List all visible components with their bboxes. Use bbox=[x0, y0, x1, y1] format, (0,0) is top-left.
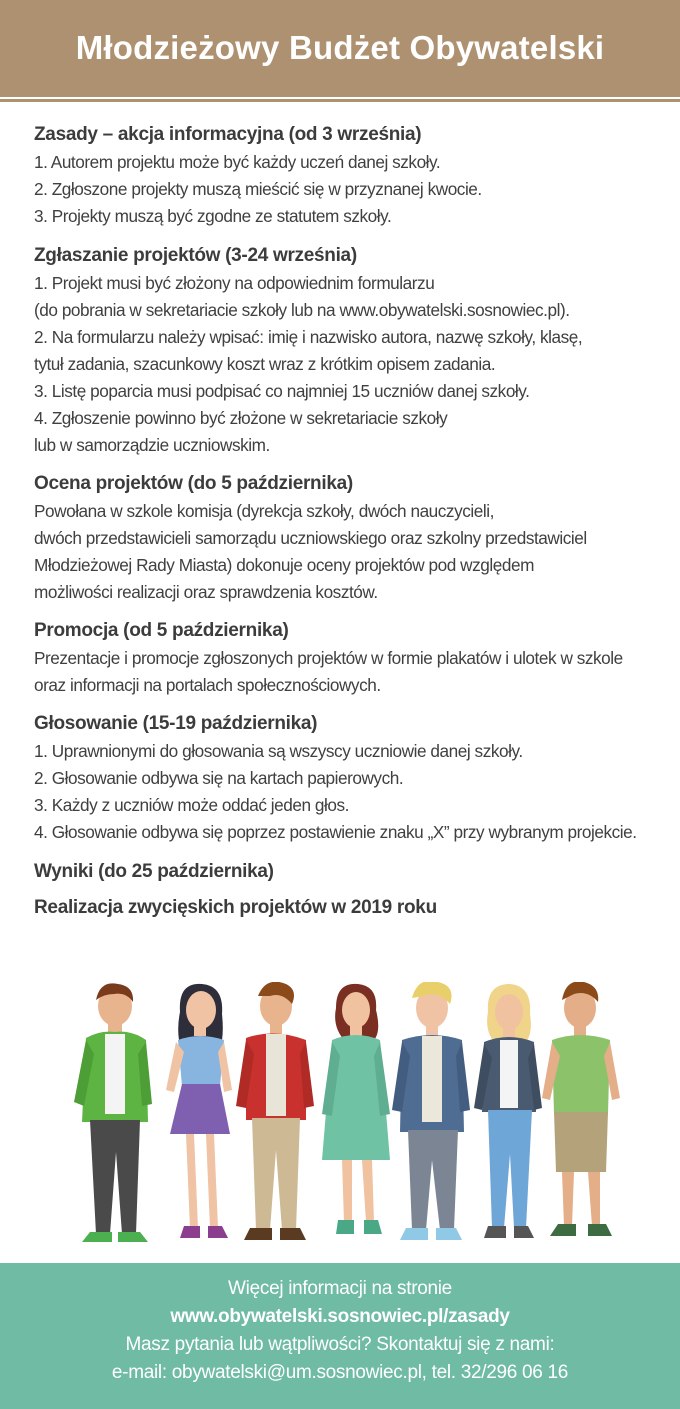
section-heading: Zasady – akcja informacyjna (od 3 września) bbox=[34, 124, 422, 145]
person-girl-teal-coat bbox=[322, 984, 390, 1234]
person-girl-purple-skirt bbox=[166, 984, 232, 1238]
person-boy-green-tshirt bbox=[542, 982, 620, 1236]
section-glosowanie bbox=[34, 710, 664, 846]
person-boy-red-jacket bbox=[236, 982, 314, 1240]
section-line: 3. Projekty muszą być zgodne ze statutem szkoły. bbox=[34, 206, 392, 226]
footer-info-text: Więcej informacji na stronie bbox=[228, 1278, 452, 1299]
section-line: oraz informacji na portalach społecznościowych. bbox=[34, 675, 381, 695]
section-line: 3. Listę poparcia musi podpisać co najmniej 15 uczniów danej szkoły. bbox=[34, 381, 530, 401]
header-banner bbox=[0, 0, 680, 97]
section-line: Młodzieżowej Rady Miasta) dokonuje oceny projektów pod względem bbox=[34, 555, 534, 575]
section-line: 1. Projekt musi być złożony na odpowiednim formularzu bbox=[34, 273, 435, 293]
person-boy-green-jacket bbox=[74, 983, 152, 1242]
section-line: (do pobrania w sekretariacie szkoły lub na www.obywatelski.sosnowiec.pl). bbox=[34, 300, 570, 320]
section-ocena bbox=[34, 470, 664, 606]
contact-footer bbox=[0, 1263, 680, 1409]
section-heading: Wyniki (do 25 października) bbox=[34, 861, 274, 882]
section-line: 2. Głosowanie odbywa się na kartach papierowych. bbox=[34, 768, 404, 788]
section-heading: Ocena projektów (do 5 października) bbox=[34, 473, 353, 494]
section-heading: Głosowanie (15-19 października) bbox=[34, 713, 318, 734]
section-line: Prezentacje i promocje zgłoszonych projektów w formie plakatów i ulotek w szkole bbox=[34, 648, 623, 668]
section-heading: Realizacja zwycięskich projektów w 2019 roku bbox=[34, 897, 437, 918]
footer-contact-details: e-mail: obywatelski@um.sosnowiec.pl, tel. 32/296 06 16 bbox=[111, 1362, 569, 1383]
section-line: Powołana w szkole komisja (dyrekcja szkoły, dwóch nauczycieli, bbox=[34, 501, 494, 521]
footer-website-link[interactable]: www.obywatelski.sosnowiec.pl/zasady bbox=[170, 1306, 510, 1327]
section-heading: Promocja (od 5 października) bbox=[34, 620, 289, 641]
footer-question-text: Masz pytania lub wątpliwości? Skontaktuj się z nami: bbox=[125, 1334, 555, 1355]
rules-content bbox=[34, 121, 664, 922]
person-boy-blue-jacket bbox=[392, 982, 470, 1240]
section-line: 4. Głosowanie odbywa się poprzez postawienie znaku „X” przy wybranym projekcie. bbox=[34, 822, 637, 842]
section-zasady bbox=[34, 121, 664, 230]
section-line: możliwości realizacji oraz sprawdzenia kosztów. bbox=[34, 582, 378, 602]
page-title: Młodzieżowy Budżet Obywatelski bbox=[75, 29, 605, 66]
section-wyniki bbox=[34, 858, 664, 886]
section-line: 1. Autorem projektu może być każdy uczeń danej szkoły. bbox=[34, 152, 441, 172]
section-line: 3. Każdy z uczniów może oddać jeden głos. bbox=[34, 795, 349, 815]
section-line: dwóch przedstawicieli samorządu uczniowskiego oraz szkolny przedstawiciel bbox=[34, 528, 587, 548]
section-heading: Zgłaszanie projektów (3-24 września) bbox=[34, 245, 357, 266]
person-girl-jeans bbox=[474, 984, 542, 1238]
section-promocja bbox=[34, 617, 664, 699]
section-realizacja bbox=[34, 894, 664, 922]
section-line: 2. Na formularzu należy wpisać: imię i nazwisko autora, nazwę szkoły, klasę, bbox=[34, 327, 583, 347]
header-divider bbox=[0, 99, 680, 102]
section-line: lub w samorządzie uczniowskim. bbox=[34, 435, 270, 455]
youth-group-illustration bbox=[60, 982, 630, 1252]
section-line: 4. Zgłoszenie powinno być złożone w sekretariacie szkoły bbox=[34, 408, 448, 428]
section-zglaszanie bbox=[34, 242, 664, 459]
section-line: tytuł zadania, szacunkowy koszt wraz z krótkim opisem zadania. bbox=[34, 354, 496, 374]
section-line: 2. Zgłoszone projekty muszą mieścić się w przyznanej kwocie. bbox=[34, 179, 482, 199]
section-line: 1. Uprawnionymi do głosowania są wszyscy uczniowie danej szkoły. bbox=[34, 741, 523, 761]
